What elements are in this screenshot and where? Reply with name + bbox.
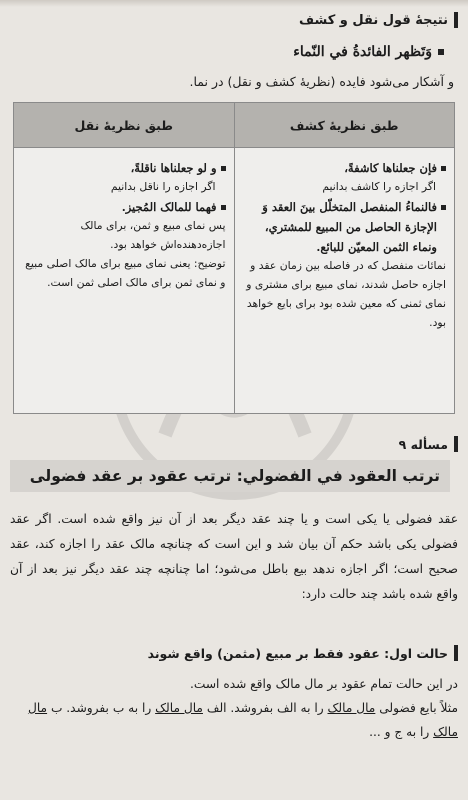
heading-bar-icon — [454, 436, 458, 452]
bullet-square-icon — [441, 166, 446, 171]
heading-bar-icon — [454, 12, 458, 28]
persian-line: و آشکار می‌شود فایده (نظریهٔ کشف و نقل) در نما. — [189, 74, 454, 89]
bullet-square-icon — [221, 205, 226, 210]
bullet-square-icon — [221, 166, 226, 171]
bullet-square-icon — [438, 49, 444, 55]
table-column-naql — [14, 103, 234, 413]
bottom-line-1: در این حالت تمام عقود بر مال مالک واقع شده است. — [190, 677, 458, 691]
table-header-naql: طبق نظریهٔ نقل — [14, 103, 234, 148]
naql-arabic-2: فهما للمالک المُجیز. — [22, 197, 226, 217]
masale-label: مسأله ۹ — [399, 436, 458, 452]
sub-heading: حالت اول: عقود فقط بر مبیع (مثمن) واقع شوند — [148, 645, 458, 661]
bullet-square-icon — [441, 205, 446, 210]
comparison-table — [13, 102, 455, 414]
naql-persian-1: اگر اجازه را ناقل بدانیم — [110, 180, 216, 194]
bottom-line-3: مالک را به ج و ... — [369, 724, 458, 739]
body-paragraph: عقد فضولی یا یکی است و یا چند عقد دیگر بعد از آن نیز واقع شده است. اگر عقد فضولی یکی باشد حکم آن بیان شد و این است که چنانچه مالک عقد را اجازه کند، عقد صحیح است؛ اگر اجازه ندهد بیع باطل می‌شود؛ اما چنانچه چند عقد دیگر نیز بعد از آن واقع شده باشد چند حالت دارد: — [10, 512, 458, 602]
bottom-paragraph — [10, 673, 458, 744]
naql-persian-2: پس نمای مبیع و ثمن، برای مالک اجازه‌دهنده‌اش خواهد بود. — [80, 219, 226, 252]
kashf-persian-2: نمائات منفصل که در فاصله بین زمان عقد و اجازه حاصل شدند، نمای مبیع برای مشتری و نمای ثمنی که معین شده بود برای بایع خواهد بود. — [246, 259, 446, 330]
table-cell-kashf — [235, 148, 455, 339]
table-cell-naql — [14, 148, 234, 299]
table-header-kashf: طبق نظریهٔ کشف — [235, 103, 455, 148]
kashf-arabic-2: فالنماءُ المنفصل المتخلّل بینَ العقد وَ الإجازة الحاصل من المبیع للمشتري، ونماء الثمن المعیّن للبائع. — [243, 197, 447, 257]
top-scan-strip — [0, 0, 468, 7]
arabic-line: وَتَظهر الفائدةُ في النّماء — [293, 44, 444, 60]
kashf-persian-1: اگر اجازه را کاشف بدانیم — [322, 180, 436, 194]
naql-arabic-1: و لو جعلناها ناقلةً، — [22, 158, 226, 178]
naql-explanation: توضیح: یعنی نمای مبیع برای مالک اصلی مبیع و نمای ثمن برای مالک اصلی ثمن است. — [25, 256, 226, 289]
kashf-arabic-1: فإن جعلناها کاشفةً، — [243, 158, 447, 178]
heading-bar-icon — [454, 645, 458, 661]
table-column-kashf — [234, 103, 455, 413]
masale-title: ترتب العقود في الفضولي: ترتب عقود بر عقد فضولی — [10, 460, 450, 492]
section-heading: نتیجهٔ قول نقل و کشف — [299, 12, 458, 28]
bottom-line-2: مثلاً بایع فضولی مال مالک را به الف بفروشد. الف مال مالک را به ب بفروشد. ب مال — [27, 700, 458, 715]
